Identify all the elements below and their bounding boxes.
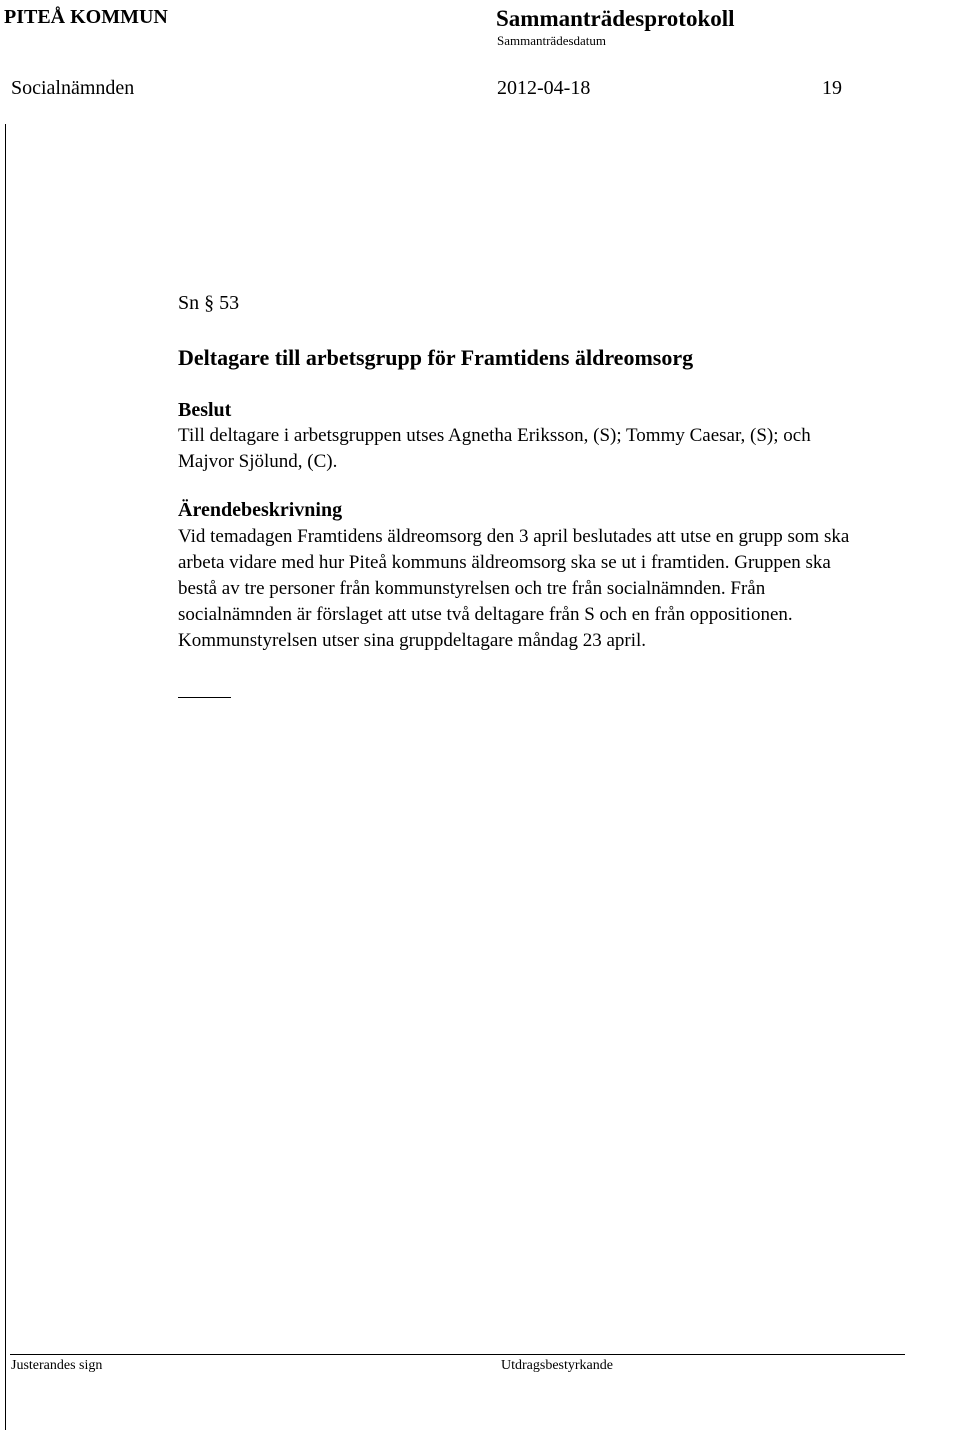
description-line: socialnämnden är förslaget att utse två deltagare från S och en från oppositionen. bbox=[178, 604, 793, 625]
extract-certification-label: Utdragsbestyrkande bbox=[501, 1358, 613, 1373]
section-title: Deltagare till arbetsgrupp för Framtidens äldreomsorg bbox=[178, 345, 694, 370]
committee-name: Socialnämnden bbox=[11, 77, 135, 99]
decision-line: Till deltagare i arbetsgruppen utses Agnetha Eriksson, (S); Tommy Caesar, (S); och bbox=[178, 425, 811, 446]
description-line: bestå av tre personer från kommunstyrelsen och tre från socialnämnden. Från bbox=[178, 578, 766, 599]
signature-label: Justerandes sign bbox=[11, 1358, 103, 1373]
decision-line: Majvor Sjölund, (C). bbox=[178, 451, 338, 472]
organization-name: PITEÅ KOMMUN bbox=[4, 6, 168, 28]
description-line: Vid temadagen Framtidens äldreomsorg den 3 april beslutades att utse en grupp som ska bbox=[178, 526, 850, 547]
left-margin-rule bbox=[5, 124, 6, 1430]
description-line: Kommunstyrelsen utser sina gruppdeltagare måndag 23 april. bbox=[178, 630, 647, 651]
description-heading: Ärendebeskrivning bbox=[178, 499, 343, 521]
meeting-date: 2012-04-18 bbox=[497, 77, 591, 99]
section-end-rule bbox=[178, 697, 231, 698]
description-line: arbeta vidare med hur Piteå kommuns äldreomsorg ska se ut i framtiden. Gruppen ska bbox=[178, 552, 831, 573]
description-text bbox=[178, 524, 849, 654]
document-type: Sammanträdesprotokoll bbox=[496, 6, 735, 31]
decision-heading: Beslut bbox=[178, 399, 232, 421]
decision-text bbox=[178, 423, 811, 475]
meeting-date-label: Sammanträdesdatum bbox=[497, 33, 607, 48]
page-number: 19 bbox=[822, 77, 842, 99]
footer-rule bbox=[10, 1354, 905, 1355]
section-number: Sn § 53 bbox=[178, 292, 240, 314]
